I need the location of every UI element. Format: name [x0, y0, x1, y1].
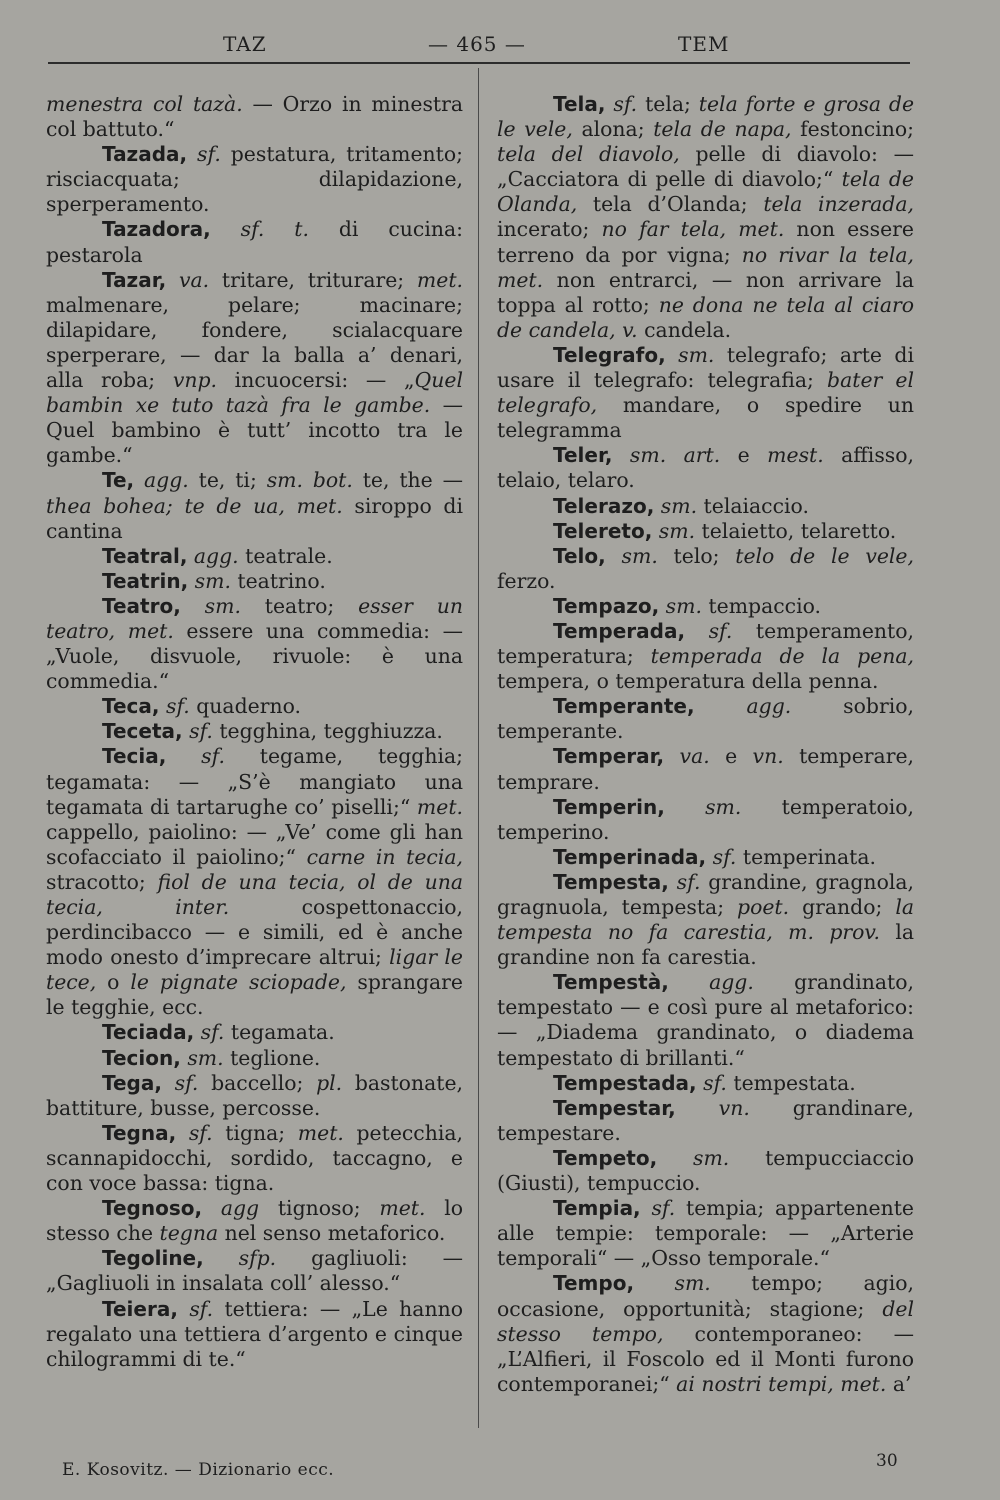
- entry-definition: tempestata.: [726, 1070, 856, 1095]
- entry-definition: tettiera: — „Le hanno regalato una tettiera d’argento e cinque chilogrammi di te.“: [46, 1296, 463, 1371]
- entry-grammar: sm.: [634, 1271, 711, 1296]
- entry-italic-text: met.: [416, 267, 463, 292]
- entry-definition: festoncino;: [791, 117, 914, 142]
- entry-definition: tignoso;: [259, 1196, 380, 1221]
- left-column: [46, 92, 463, 1437]
- entry-definition: pestatura, tritamento; risciacquata; dilapidazione, sperperamento.: [46, 142, 463, 217]
- entry-italic-text: mest.: [767, 443, 824, 468]
- entry-headword: Tempestar,: [553, 1095, 676, 1120]
- entry-definition: teatrale.: [238, 543, 333, 568]
- entry-grammar: va.: [166, 267, 210, 292]
- entry-grammar: sfp.: [203, 1246, 277, 1271]
- entry-headword: Tegoline,: [102, 1246, 204, 1271]
- dictionary-entry: [46, 1196, 463, 1246]
- dictionary-entry: [497, 1071, 914, 1096]
- entry-headword: Telereto,: [553, 518, 653, 543]
- entry-grammar: sm.: [652, 518, 696, 543]
- dictionary-entry: [497, 1196, 914, 1271]
- dictionary-entry: [497, 870, 914, 970]
- dictionary-entry: [46, 217, 463, 267]
- entry-definition: gagliuoli: — „Gagliuoli in insalata coll’ alesso.“: [46, 1246, 463, 1296]
- dictionary-entry: [46, 142, 463, 217]
- entry-italic-text: telo de le vele,: [735, 543, 914, 568]
- entry-definition: tela d’Olanda;: [577, 192, 764, 217]
- entry-headword: Tazadora,: [102, 217, 211, 242]
- entry-grammar: agg.: [187, 543, 239, 568]
- dictionary-entry: [497, 594, 914, 619]
- entry-definition: sprangare le tegghie, ecc.: [46, 970, 463, 1020]
- entry-headword: Teceta,: [102, 719, 183, 744]
- entry-italic-text: fiol de una tecia, ol de una tecia, inter.: [46, 869, 463, 919]
- entry-italic-text: temperada de la pena,: [650, 644, 914, 669]
- dictionary-entry: [497, 443, 914, 493]
- entry-grammar: sf.: [640, 1196, 676, 1221]
- entry-italic-text: vnp.: [172, 368, 217, 393]
- dictionary-entry: [46, 1071, 463, 1121]
- entry-headword: Telerazo,: [553, 493, 655, 518]
- entry-italic-text: pl.: [316, 1070, 343, 1095]
- header-page-number: — 465 —: [428, 32, 526, 56]
- entry-grammar: sm.: [664, 794, 742, 819]
- right-column: [497, 92, 914, 1437]
- entry-headword: Telegrafo,: [553, 342, 666, 367]
- entry-definition: stracotto;: [46, 869, 158, 894]
- column-divider: [478, 68, 480, 1428]
- entry-headword: Tazar,: [102, 267, 167, 292]
- entry-italic-text: carne in tecia,: [306, 844, 463, 869]
- entry-grammar: sf.: [696, 1070, 727, 1095]
- footer-page-number: 30: [876, 1451, 898, 1471]
- entry-definition: baccello;: [198, 1070, 317, 1095]
- entry-headword: Teler,: [553, 443, 613, 468]
- entry-headword: Tempestà,: [553, 970, 669, 995]
- dictionary-entry: [497, 795, 914, 845]
- dictionary-entry: [497, 519, 914, 544]
- entry-italic-text: met.: [297, 1120, 344, 1145]
- entry-italic-text: la tempesta no fa carestia, m. prov.: [497, 895, 914, 945]
- entry-grammar: sf.: [166, 744, 225, 769]
- entry-grammar: sm.: [180, 593, 241, 618]
- entry-definition: sobrio, temperante.: [497, 694, 914, 744]
- entry-italic-text: le pignate sciopade,: [130, 970, 347, 995]
- entry-headword: Tega,: [102, 1070, 162, 1095]
- entry-grammar: sf.: [176, 1120, 213, 1145]
- entry-headword: Temperada,: [553, 618, 686, 643]
- entry-definition: a’: [886, 1371, 912, 1396]
- entry-definition: quaderno.: [189, 694, 301, 719]
- entry-definition: essere una commedia: — „Vuole, disvuole, rivuole: è una commedia.“: [46, 618, 463, 694]
- entry-headword: Tempeto,: [553, 1145, 658, 1170]
- dictionary-entry: [46, 268, 463, 469]
- entry-definition: grandine, gragnola, gragnuola, tempesta;: [497, 869, 914, 919]
- entry-italic-text: no rivar la tela, met.: [497, 242, 914, 292]
- dictionary-entry: [46, 1297, 463, 1372]
- entry-definition: te, the —: [352, 468, 463, 493]
- dictionary-entry: [497, 92, 914, 343]
- entry-definition: tempia; appartenente alle tempie: temporale: — „Arterie temporali“ — „Osso temporale.“: [497, 1196, 914, 1271]
- entry-definition: malmenare, pelare; macinare; dilapidare, fondere, scialacquare sperperare, — dar la balla a’ denari, alla roba;: [46, 292, 463, 393]
- entry-headword: Tegnoso,: [102, 1196, 203, 1221]
- entry-italic-text: ai nostri tempi, met.: [676, 1371, 887, 1396]
- entry-italic-text: menestra col tazà.: [46, 92, 243, 116]
- dictionary-entry: [497, 343, 914, 443]
- entry-definition: bastonate, battiture, busse, percosse.: [46, 1070, 463, 1120]
- dictionary-entry: [497, 1096, 914, 1146]
- entry-definition: tigna;: [212, 1120, 298, 1145]
- entry-definition: temperinata.: [736, 844, 876, 869]
- entry-italic-text: tela del diavolo,: [497, 142, 680, 167]
- entry-definition: mandare, o spedire un telegramma: [497, 393, 914, 443]
- dictionary-entry: [46, 544, 463, 569]
- entry-grammar: agg: [202, 1196, 260, 1221]
- entry-definition: teatrino.: [230, 568, 326, 593]
- entry-headword: Teatro,: [102, 593, 181, 618]
- entry-definition: telaiaccio.: [697, 493, 809, 518]
- entry-headword: Tegna,: [102, 1120, 177, 1145]
- dictionary-entry: [46, 1046, 463, 1071]
- entry-italic-text: met.: [416, 794, 463, 819]
- entry-definition: affisso, telaio, telaro.: [497, 443, 914, 493]
- entry-grammar: agg.: [668, 970, 754, 995]
- entry-italic-text: ligar le tece,: [46, 945, 463, 995]
- entry-grammar: sm.: [188, 568, 231, 593]
- entry-headword: Teca,: [102, 694, 160, 719]
- entry-italic-text: tela de napa,: [653, 117, 792, 142]
- entry-grammar: sm.: [180, 1045, 224, 1070]
- dictionary-entry: [46, 468, 463, 543]
- entry-definition: grandinato, tempestato — e così pure al metaforico: — „Diadema grandinato, o diadema tempestato di brillanti.“: [497, 970, 914, 1070]
- entry-definition: temperatoio, temperino.: [497, 794, 914, 844]
- entry-italic-text: del stesso tempo,: [497, 1296, 914, 1346]
- entry-headword: Tempesta,: [553, 869, 669, 894]
- entry-grammar: sm.: [657, 1145, 730, 1170]
- entry-definition: tegame, tegghia; tegamata: — „S’è mangiato una tegamata di tartarughe co’ piselli;“: [46, 744, 463, 819]
- entry-definition: temperare, temprare.: [497, 744, 914, 794]
- entry-italic-text: esser un teatro, met.: [46, 593, 463, 643]
- entry-grammar: sf.: [605, 92, 638, 116]
- entry-definition: temperamento, temperatura;: [497, 618, 914, 669]
- entry-definition: grando;: [789, 895, 896, 919]
- entry-headword: Te,: [102, 468, 135, 493]
- entry-definition: ferzo.: [497, 568, 556, 593]
- entry-headword: Teiera,: [102, 1296, 178, 1321]
- entry-definition: contemporaneo: — „L’Alfieri, il Foscolo ed il Monti furono contemporanei;“: [497, 1321, 914, 1396]
- entry-grammar: sf.: [177, 1296, 214, 1321]
- entry-definition: cappello, paiolino: — „Ve’ come gli han scofacciato il paiolino;“: [46, 819, 463, 869]
- entry-definition: non entrarci, — non arrivare la toppa al rotto;: [497, 267, 914, 317]
- entry-grammar: sf.: [706, 844, 737, 869]
- footer-citation: E. Kosovitz. — Dizionario ecc.: [62, 1460, 335, 1480]
- entry-italic-text: vn.: [752, 744, 784, 769]
- entry-definition: — Quel bambino è tutt’ incotto tra le gambe.“: [46, 393, 463, 468]
- entry-definition: — Orzo in minestra col battuto.“: [46, 92, 463, 142]
- entry-grammar: sf.: [194, 1020, 225, 1045]
- entry-definition: teglione.: [223, 1045, 321, 1070]
- entry-grammar: agg.: [134, 468, 189, 493]
- entry-italic-text: bater el telegrafo,: [497, 368, 914, 418]
- entry-definition: pelle di diavolo: — „Cacciatora di pelle di diavolo;“: [497, 142, 914, 192]
- entry-definition: la grandine non fa carestia.: [497, 920, 914, 970]
- entry-definition: e: [720, 443, 768, 468]
- entry-headword: Tazada,: [102, 142, 188, 167]
- dictionary-entry: [497, 970, 914, 1070]
- entry-grammar: sm.: [659, 593, 702, 618]
- entry-grammar: sf.: [668, 869, 701, 894]
- dictionary-entry: [497, 1271, 914, 1396]
- entry-headword: Temperin,: [553, 794, 665, 819]
- entry-headword: Tela,: [553, 92, 606, 116]
- dictionary-entry: [46, 719, 463, 744]
- dictionary-entry: [46, 594, 463, 694]
- entry-grammar: va.: [664, 744, 710, 769]
- entry-definition: siroppo di cantina: [46, 493, 463, 543]
- entry-italic-text: poet.: [737, 895, 790, 919]
- entry-italic-text: ne dona ne tela al ciaro de candela, v.: [497, 292, 914, 342]
- entry-grammar: sm.: [605, 543, 658, 568]
- entry-headword: Telo,: [553, 543, 606, 568]
- entry-definition: candela.: [637, 317, 732, 342]
- entry-definition: petecchia, scannapidocchi, sordido, taccagno, e con voce bassa: tigna.: [46, 1120, 463, 1196]
- entry-definition: nel senso metaforico.: [218, 1221, 446, 1246]
- entry-headword: Tempia,: [553, 1196, 641, 1221]
- entry-definition: tempucciaccio (Giusti), tempuccio.: [497, 1145, 914, 1196]
- entry-italic-text: Quel bambin xe tuto tazà fra le gambe.: [46, 368, 463, 418]
- dictionary-entry: [46, 1246, 463, 1296]
- entry-definition: te, ti;: [188, 468, 267, 493]
- entry-grammar: sm.: [665, 342, 715, 367]
- entry-headword: Tempestada,: [553, 1070, 697, 1095]
- entry-definition: tempaccio.: [701, 593, 822, 618]
- entry-headword: Teatral,: [102, 543, 188, 568]
- entry-headword: Temperinada,: [553, 844, 707, 869]
- entry-definition: telaietto, telaretto.: [695, 518, 897, 543]
- entry-definition: di cucina: pestarola: [46, 217, 463, 267]
- entry-definition: non essere terreno da por vigna;: [497, 217, 914, 267]
- entry-italic-text: no far tela, met.: [601, 217, 785, 242]
- entry-headword: Temperante,: [553, 694, 695, 719]
- dictionary-entry: [46, 1020, 463, 1045]
- entry-headword: Tecion,: [102, 1045, 181, 1070]
- running-header: [48, 30, 910, 64]
- entry-italic-text: sm. bot.: [266, 468, 353, 493]
- entry-grammar: vn.: [675, 1095, 750, 1120]
- entry-definition: incerato;: [497, 217, 602, 242]
- dictionary-entry: [497, 1146, 914, 1196]
- entry-italic-text: tela de Olanda,: [497, 167, 914, 217]
- entry-definition: incuocersi: — „: [217, 368, 415, 393]
- entry-definition: telo;: [657, 543, 736, 568]
- entry-headword: Teciada,: [102, 1020, 195, 1045]
- entry-definition: teatro;: [240, 593, 359, 618]
- entry-headword: Tempo,: [553, 1271, 635, 1296]
- entry-definition: lo stesso che: [46, 1196, 463, 1246]
- entry-definition: telegrafo; arte di usare il telegrafo: telegrafia;: [497, 342, 914, 393]
- dictionary-entry: [497, 544, 914, 594]
- entry-definition: tempera, o temperatura della penna.: [497, 669, 879, 694]
- dictionary-entry: [46, 569, 463, 594]
- entry-definition: o: [96, 970, 131, 995]
- dictionary-entry: [46, 92, 463, 142]
- entry-italic-text: tegna: [159, 1221, 219, 1246]
- dictionary-entry: [46, 744, 463, 1020]
- dictionary-entry: [497, 694, 914, 744]
- dictionary-entry: [46, 1121, 463, 1196]
- entry-grammar: sf.: [187, 142, 221, 167]
- dictionary-entry: [497, 619, 914, 694]
- entry-italic-text: thea bohea; te de ua, met.: [46, 493, 343, 518]
- entry-definition: tempo; agio, occasione, opportunità; stagione;: [497, 1271, 914, 1321]
- dictionary-entry: [497, 744, 914, 794]
- entry-headword: Tecia,: [102, 744, 167, 769]
- entry-grammar: sf.: [685, 618, 733, 643]
- entry-grammar: sf. t.: [210, 217, 309, 242]
- entry-headword: Teatrin,: [102, 568, 189, 593]
- entry-definition: alona;: [572, 117, 654, 142]
- header-first-word: TAZ: [223, 32, 267, 56]
- dictionary-entry: [497, 494, 914, 519]
- entry-definition: cospettonaccio, perdincibacco — e simili, ed è anche modo onesto d’imprecare altrui;: [46, 895, 463, 970]
- entry-definition: tritare, triturare;: [209, 267, 417, 292]
- entry-italic-text: tela inzerada,: [763, 192, 914, 217]
- header-last-word: TEM: [678, 32, 730, 56]
- entry-definition: e: [709, 744, 753, 769]
- dictionary-entry: [497, 845, 914, 870]
- entry-italic-text: tela forte e grosa de le vele,: [497, 92, 914, 142]
- entry-definition: tela;: [637, 92, 699, 116]
- entry-grammar: sf.: [182, 719, 213, 744]
- entry-grammar: sm. art.: [612, 443, 721, 468]
- entry-grammar: sm.: [654, 493, 698, 518]
- entry-grammar: agg.: [694, 694, 792, 719]
- entry-grammar: sf.: [161, 1070, 199, 1095]
- entry-grammar: sf.: [159, 694, 190, 719]
- dictionary-entry: [46, 694, 463, 719]
- entry-definition: tegamata.: [224, 1020, 335, 1045]
- entry-headword: Temperar,: [553, 744, 665, 769]
- entry-definition: tegghina, tegghiuzza.: [212, 719, 443, 744]
- entry-headword: Tempazo,: [553, 593, 660, 618]
- entry-definition: grandinare, tempestare.: [497, 1095, 914, 1145]
- entry-italic-text: met.: [379, 1196, 426, 1221]
